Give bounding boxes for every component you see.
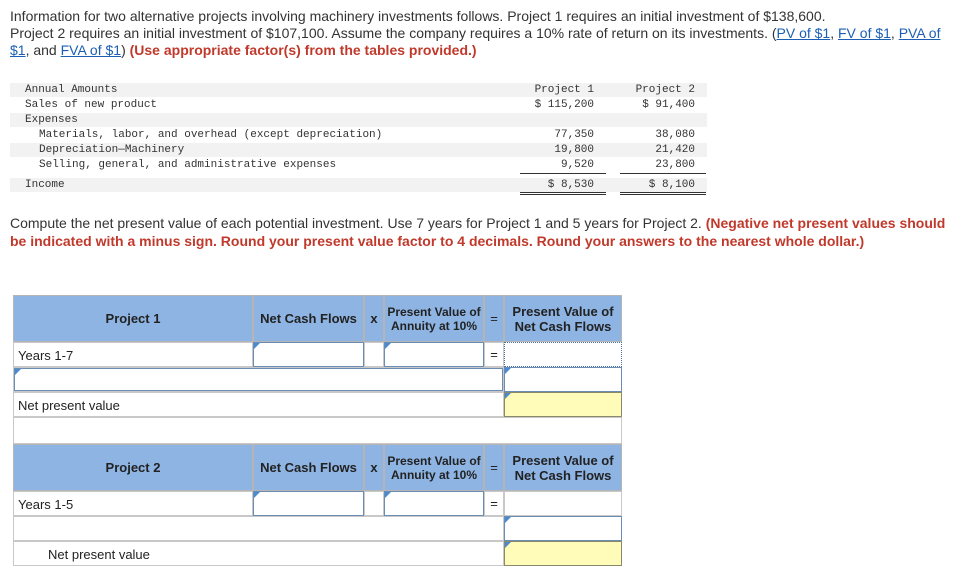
- pv-annuity-header: [384, 295, 484, 342]
- times-header: [364, 444, 384, 491]
- ledger-row-label: Expenses: [25, 114, 78, 126]
- ledger-row: [10, 113, 707, 127]
- ledger-row: [10, 128, 707, 142]
- input-flag-icon: [505, 368, 511, 374]
- npv-label-cell: [13, 541, 504, 566]
- ledger-row: [10, 158, 707, 172]
- npv-label: Net present value: [18, 398, 120, 413]
- pv-ncf-header-text: Present Value of Net Cash Flows: [512, 452, 614, 483]
- ledger-col1-header: Project 1: [534, 84, 594, 96]
- equals-text: =: [490, 496, 498, 511]
- project2-pv-ncf-input[interactable]: [504, 516, 622, 541]
- input-flag-icon: [505, 542, 511, 548]
- subtotal-line: [520, 173, 606, 174]
- input-flag-icon: [254, 492, 260, 498]
- sep: ): [121, 42, 126, 58]
- ledger-row-p1: $ 115,200: [534, 99, 594, 111]
- link-fva-of-1[interactable]: FVA of $1: [60, 42, 122, 58]
- project2-npv-input[interactable]: [504, 541, 622, 566]
- equals-header: [484, 444, 504, 491]
- ledger-row-label: Depreciation—Machinery: [39, 144, 185, 156]
- question-text: [10, 214, 955, 250]
- ledger-row-p1: 9,520: [560, 159, 594, 171]
- equals-cell: [484, 342, 504, 367]
- ledger-row: [10, 178, 707, 192]
- project2-title: [13, 444, 253, 491]
- times-header: [364, 295, 384, 342]
- project2-ncf-input[interactable]: [253, 491, 364, 516]
- npv-label: Net present value: [48, 547, 150, 562]
- ledger-row-label: Selling, general, and administrative expenses: [39, 159, 337, 171]
- input-flag-icon: [505, 393, 511, 399]
- npv-label-cell: [13, 392, 504, 417]
- equals-text: =: [490, 347, 498, 362]
- link-fv-of-1[interactable]: FV of $1: [838, 25, 891, 41]
- ledger-row-label: Sales of new product: [25, 99, 158, 111]
- sep: ,: [830, 25, 838, 41]
- ledger-row-p1: 77,350: [554, 129, 594, 141]
- project2-pv-factor-input[interactable]: [384, 491, 484, 516]
- ledger-header-label: Annual Amounts: [25, 84, 118, 96]
- blank-cell: [504, 491, 622, 516]
- project1-title-text: Project 1: [105, 311, 161, 326]
- ncf-header-text: Net Cash Flows: [260, 311, 357, 326]
- project1-pv-ncf-input[interactable]: [504, 342, 622, 367]
- ledger-row-p2: 23,800: [655, 159, 695, 171]
- years-row-label-cell: [13, 491, 253, 516]
- ledger-row-p2: 21,420: [655, 144, 695, 156]
- ledger-header-row: [10, 83, 707, 97]
- times-text: x: [370, 311, 378, 326]
- ncf-header: [253, 295, 364, 342]
- years-row-label: Years 1-5: [18, 497, 74, 512]
- input-flag-icon: [385, 343, 391, 349]
- sep: ,: [890, 25, 899, 41]
- ledger-row-p2: 38,080: [655, 129, 695, 141]
- equals-text: =: [490, 311, 498, 326]
- ledger-row-label: Income: [25, 179, 65, 191]
- equals-header: [484, 295, 504, 342]
- blank-cell: [364, 491, 384, 516]
- blank-cell: [364, 342, 384, 367]
- pv-ncf-header: [504, 444, 622, 491]
- intro-instruction: (Use appropriate factor(s) from the tables provided.): [125, 42, 477, 58]
- pv-annuity-header-text: Present Value of Annuity at 10%: [387, 304, 481, 333]
- total-double-line: [520, 192, 606, 195]
- ledger-row-p2: $ 91,400: [642, 99, 695, 111]
- ledger-row-p1: 19,800: [554, 144, 594, 156]
- equals-cell: [484, 491, 504, 516]
- ledger-col2-header: Project 2: [635, 84, 695, 96]
- question-body: Compute the net present value of each potential investment. Use 7 years for Project 1 and 5 years for Project 2.: [10, 215, 706, 231]
- input-flag-icon: [254, 343, 260, 349]
- ncf-header: [253, 444, 364, 491]
- pv-ncf-header: [504, 295, 622, 342]
- project1-npv-input[interactable]: [504, 392, 622, 417]
- ledger-row-p2: $ 8,100: [648, 179, 695, 191]
- spacer-row: [13, 417, 622, 444]
- question-rounding-note: (Negative net present values should be indicated with a minus sign. Round your present value factor to 4 decimals. Round your answers to the nearest whole dollar.): [10, 215, 946, 249]
- years-row-label: Years 1-7: [18, 348, 74, 363]
- ledger-row-label: Materials, labor, and overhead (except depreciation): [39, 129, 383, 141]
- project1-ncf-input[interactable]: [253, 342, 364, 367]
- ledger-row-p1: $ 8,530: [547, 179, 594, 191]
- project1-extra-value-input[interactable]: [504, 367, 622, 392]
- ledger-row: [10, 143, 707, 157]
- times-text: x: [370, 460, 378, 475]
- project2-title-text: Project 2: [105, 460, 161, 475]
- subtotal-line: [620, 173, 706, 174]
- ncf-header-text: Net Cash Flows: [260, 460, 357, 475]
- ledger-table: [10, 79, 707, 195]
- link-pv-of-1[interactable]: PV of $1: [776, 25, 831, 41]
- pv-ncf-header-text: Present Value of Net Cash Flows: [512, 303, 614, 334]
- project1-pv-factor-input[interactable]: [384, 342, 484, 367]
- pv-annuity-header: [384, 444, 484, 491]
- intro-line2: Project 2 requires an initial investment of $107,100. Assume the company requires a 10% rate of return on its investments. (: [10, 25, 777, 41]
- ledger-row: [10, 98, 707, 112]
- project1-title: [13, 295, 253, 342]
- intro-line1: Information for two alternative projects involving machinery investments follows. Project 1 requires an initial investment of $138,600.: [10, 8, 826, 24]
- input-flag-icon: [385, 492, 391, 498]
- link-pva-of-1[interactable]: PVA of $1: [10, 25, 941, 58]
- years-row-label-cell: [13, 342, 253, 367]
- input-flag-icon: [15, 369, 21, 375]
- blank-row: [13, 516, 504, 541]
- equals-text: =: [490, 460, 498, 475]
- project1-extra-label-input[interactable]: [14, 368, 503, 391]
- pv-annuity-header-text: Present Value of Annuity at 10%: [387, 453, 481, 482]
- sep: , and: [25, 42, 61, 58]
- input-flag-icon: [505, 517, 511, 523]
- intro-paragraph: [10, 8, 955, 59]
- total-double-line: [620, 192, 706, 195]
